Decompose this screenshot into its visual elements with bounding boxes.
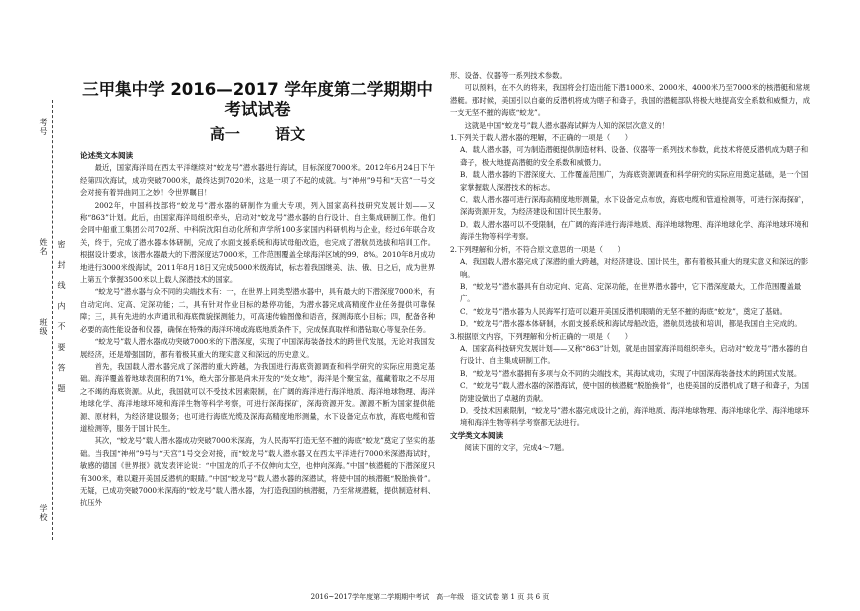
passage-paragraph: “蛟龙号”潜水器与众不同的尖端技术有：一，在世界上同类型潜水器中，具有最大的下潜深度7000米，有自动定向、定高、定深功能；二，具有针对作业目标的悬停功能，为潜水器完成高精度作业任务提供可靠保障；三，具有先进的水声通讯和海底微貌探测能力，可高速传输图像和语音，探测海底小目标；四，配备各种必要的高性能设备和仪器，确保在特殊的海洋环境或海底地质条件下，完成保真取样和潜钻取心等复杂任务。 <box>80 287 435 334</box>
question-2-option-a: A．我国载人潜水器完成了深潜的重大跨越，对经济建设、国计民生，都有着极其重大的现实意义和深远的影响。 <box>460 257 809 279</box>
question-3-option-c: C．“蛟龙号”载人潜水器的深潜海试，使中国的核潜艇“脱胎换骨”，也使美国的反潜机成了瞎子和聋子，为国防建设做出了卓越的贡献。 <box>460 381 809 403</box>
exam-title: 三甲集中学 2016—2017 学年度第二学期期中考试试卷 <box>82 80 433 119</box>
section-heading-literary: 文学类文本阅读 <box>450 430 504 440</box>
question-3: 3.根据原文内容，下列理解和分析正确的一项是（ ） <box>450 331 633 341</box>
passage-paragraph: 最近，国家海洋局在西太平洋继续对“蛟龙号”潜水器进行海试，目标深度7000米。2012年6月24日下午经第四次海试，成功突破7000米，最终达到7020米，这是一项了不起的成就。与“神州”9号和“天宫”一号交会对接有着异曲同工之妙！令世界瞩目！ <box>80 163 435 198</box>
exam-subtitle: 高一 语文 <box>209 125 306 143</box>
passage-continuation: 形、设备、仪器等一系列技术参数。 <box>450 71 567 80</box>
question-1-option-d: D．载人潜水器可以不受限制，在广阔的海洋进行海洋地质、海洋地球物理、海洋地球化学、海洋地球环境和海洋生物等科学考察。 <box>460 219 809 242</box>
question-1-option-c: C．载人潜水器可进行深海高精度地形测量，水下设备定点布放，海底电缆和管道检测等，可进行深海探矿，深海资源开发，为经济建设和国计民生服务。 <box>460 195 809 217</box>
class-label: 班级 <box>39 318 48 336</box>
question-2: 2.下列理解和分析，不符合原文意思的一项是（ ） <box>450 244 625 254</box>
question-3-option-b: B．“蛟龙号”潜水器拥有多项与众不同的尖端技术，其海试成功，实现了中国深海装备技术的跨国式发展。 <box>460 368 802 378</box>
question-2-option-b: B．“蛟龙号”潜水器具有自动定向、定高、定深功能，在世界潜水器中，它下潜深度最大，工作范围覆盖最广。 <box>460 281 802 304</box>
question-1-option-a: A．载人潜水器，可为制造潜艇提供制造材料、设备、仪器等一系列技术参数，此技术将使反潜机成为瞎子和聋子，极大地提高潜艇的安全系数和威慑力。 <box>460 145 809 167</box>
seal-line-notice: 密 封 线 内 不 要 答 题 <box>57 240 66 397</box>
passage-paragraph: 其次，“蛟龙号”载人潜水器成功突破7000米深海，为人民海军打造无坚不摧的海底“蛟龙”奠定了坚实的基础。当我国“神州”9号与“天宫”1号交会对接，而“蛟龙号”载人潜水器又在西太平洋进行7000米深潜海试时，敏感的德国《世界报》就发表评论说：“中国龙的爪子不仅伸向太空，也伸向深海。”中国“核潜艇的下潜深度只有300米，难以避开美国反潜机的眼睛。”中国“蛟龙号”载人潜水器的深潜试，将使中国的核潜艇“脱胎换骨”。无疑，已成功突破7000米深海的“蛟龙号”载人潜水器，为打造我国的核潜艇，乃至常规潜艇，提供制造材料、抗压外 <box>80 436 435 508</box>
literary-section-intro: 阅读下面的文字，完成4～7题。 <box>464 443 569 453</box>
question-3-option-a: A．国家高科技研究发展计划——又称“863”计划，就是由国家海洋局组织牵头，启动对“蛟龙号”潜水器的自行设计、自主集成研制工作。 <box>460 343 808 366</box>
passage-paragraph: “蛟龙号”载人潜水器成功突破7000米的下潜深度，实现了中国深海装备技术的跨世代发展，无论对我国发展经济，还是增强国防，都有着极其重大的现实意义和深远的历史意义。 <box>80 337 435 359</box>
left-column <box>80 70 435 510</box>
question-3-option-d: D．受技术因素限制，“蛟龙号”潜水器完成设计之前，海洋地质、海洋地球物理、海洋地球化学、海洋地球环境和海洋生物等科学考察都无法进行。 <box>460 405 809 428</box>
page-footer: 2016~2017学年度第二学期期中考试 高一年级 语文试卷 第 1 页 共 6 页 <box>310 593 550 601</box>
question-1: 1.下列关于载人潜水器的理解，不正确的一项是（ ） <box>450 133 633 143</box>
student-name-label: 姓名 <box>39 238 48 256</box>
section-heading-argumentative: 论述类文本阅读 <box>80 151 134 160</box>
question-2-option-c: C．“蛟龙号”潜水器为人民海军打造可以避开美国反潜机眼睛的无坚不摧的海底“蛟龙”，奠定了基础。 <box>460 306 787 316</box>
passage-paragraph: 可以预料，在不久的将来，我国将会打造出能下潜1000米、2000米、4000米乃至7000米的核潜艇和常规潜艇。那时候，美国引以自豪的反潜机将成为瞎子和聋子，我国的潜艇部队将极大地提高安全系数和威慑力，成一支无坚不摧的海底“蛟龙”。 <box>450 83 810 118</box>
school-label: 学校 <box>39 504 48 522</box>
passage-paragraph: 首先，我国载人潜水器完成了深潜的重大跨越，为我国进行海底资源调查和科学研究的实际应用奠定基础。海洋覆盖着地球表面积的71%，绝大部分都是尚未开发的“处女地”，海洋是个聚宝盆，蕴藏着取之不尽用之不竭的海底资源。从此，我国就可以不受技术因素限制，在广阔的海洋进行海洋地质、海洋地球物理、海洋地球化学、海洋地球环境和海洋生物等科学考察，可进行深海探矿，深海资源开发。源源不断为国家提供能源、原材料，为经济建设服务；也可进行海底光缆及深海高精度地形测量，水下设备定点布放，海底电缆和管道检测等，服务于国计民生。 <box>80 361 435 433</box>
exam-number-label: 考号 <box>39 118 48 136</box>
seal-dashed-line <box>52 100 53 540</box>
passage-paragraph: 这就是中国“蛟龙号”载人潜水器海试鲜为人知的深层次意义的！ <box>464 120 670 130</box>
question-1-option-b: B．载人潜水器的下潜深度大、工作覆盖范围广，为海底资源调查和科学研究的实际应用奠定基础，是一个国家掌握载人深潜技术的标志。 <box>460 170 809 192</box>
question-2-option-d: D．“蛟龙号”潜水器本体研制，水面支援系统和海试母船改造，潜航员选拔和培训，都是我国自主完成的。 <box>460 319 802 329</box>
binding-gutter <box>0 0 64 611</box>
passage-paragraph: 2002年，中国科技部将“蛟龙号”潜水器的研制作为重大专项，列入国家高科技研究发展计划——又称“863”计划。此后，由国家海洋局组织牵头，启动对“蛟龙号”潜水器的自行设计、自主集成研制工作。他们会同中船重工集团公司702所、中科院沈阳自动化所和声学所100多家国内科研机构与企业，经过6年联合攻关，终于，完成了潜水器本体研制，完成了水面支援系统和海试母船改造，也完成了潜航员选拔和培训工作。根据设计要求，该潜水器最大的下潜深度达7000米，工作范围覆盖全球海洋区域的99．8%。2010年8月成功地进行3000米级海试，2011年8月18日又完成5000米级海试，标志着我国继美、法、俄、日之后，成为世界上第五个掌握3500米以上载人深潜技术的国家。 <box>80 200 435 285</box>
right-column <box>450 70 810 455</box>
